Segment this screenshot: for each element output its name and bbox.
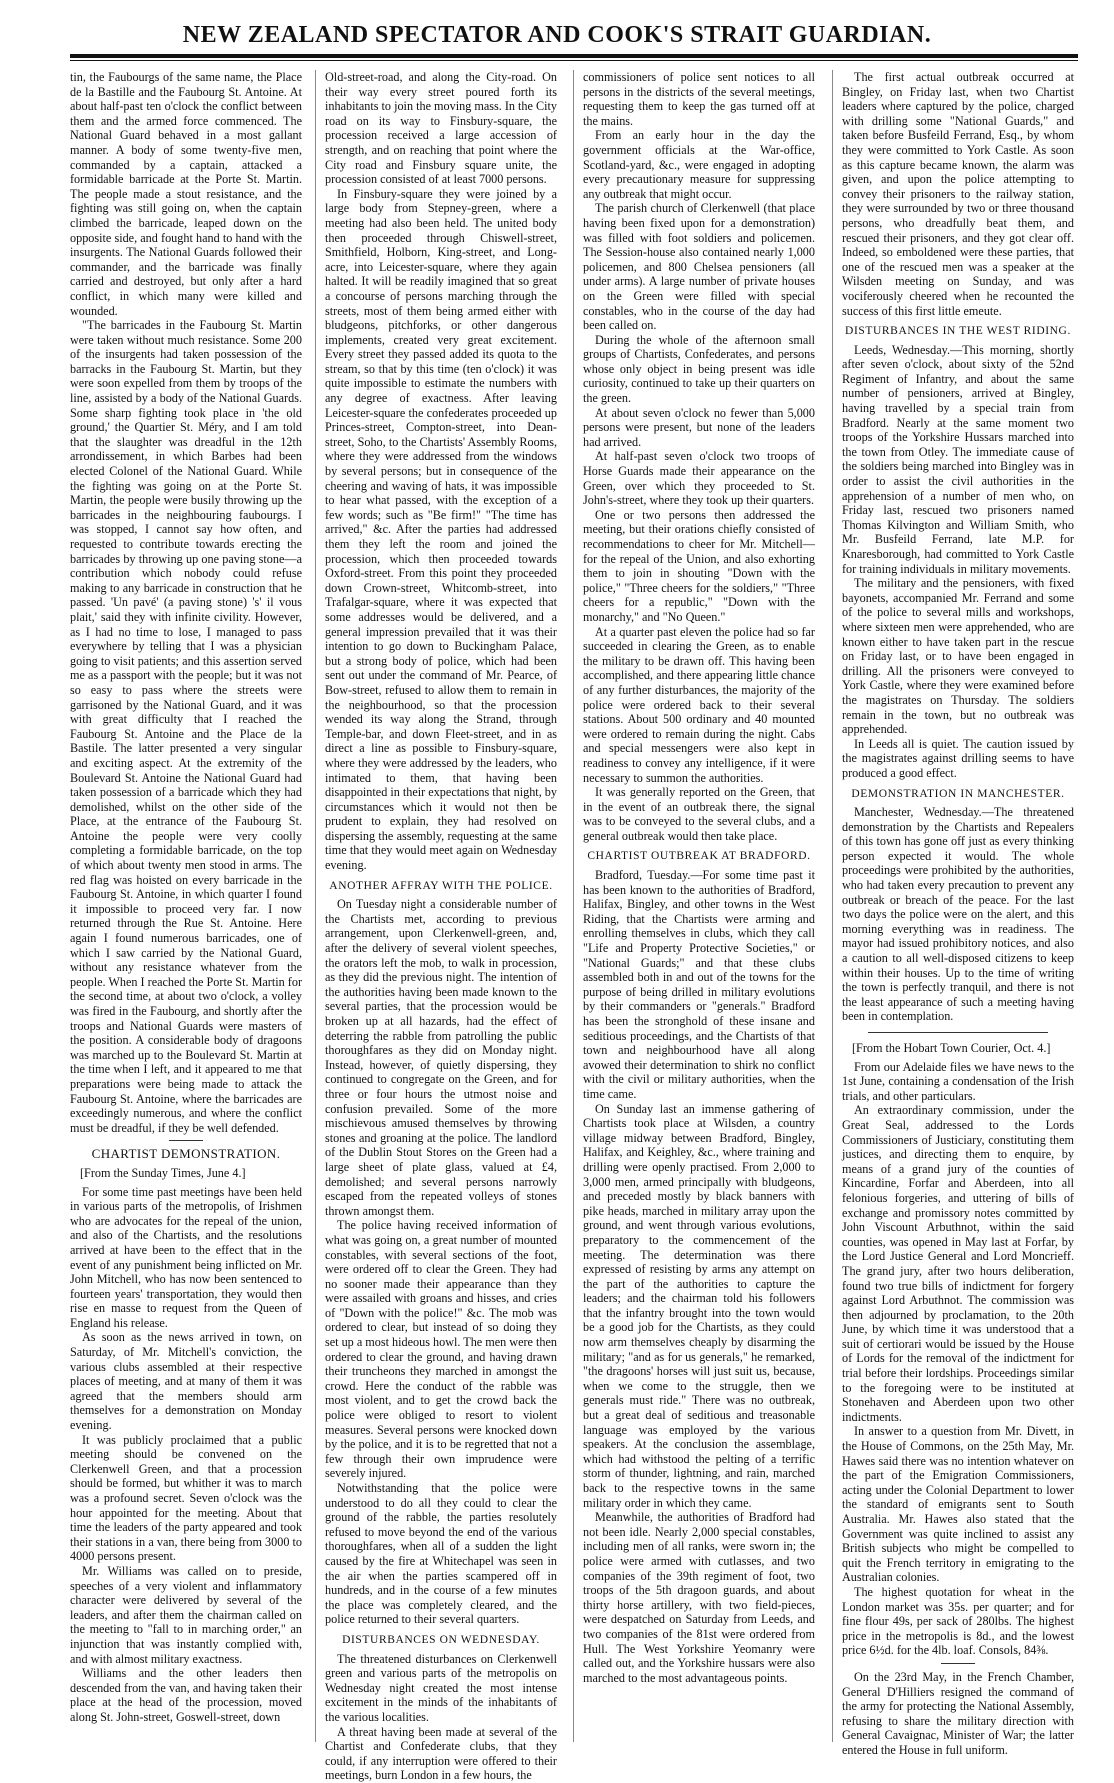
paragraph: tin, the Faubourgs of the same name, the Place de la Bastille and the Faubourg St. Antoine. At about half-past ten o'clock the conflict between them and the armed force commenced. The National Guard behaved in a most gallant manner. A body of some twenty-five men, commanded by a captain, attacked a formidable barricade at the Porte St. Martin. The people made a stout resistance, and the fighting was still going on, when the captain climbed the barricade, leaped down on the opposite side, and fought hand to hand with the insurgents. The National Guards followed their commander, and the barricade was finally carried and destroyed, but only after a hard conflict, in which many were killed and wounded.	[70, 70, 302, 318]
article-heading: DISTURBANCES IN THE WEST RIDING.	[845, 325, 1071, 338]
column-3	[583, 70, 815, 1742]
paragraph: Manchester, Wednesday.—The threatened demonstration by the Chartists and Repealers of this town has gone off just as every thinking person expected it would. The whole proceedings were prohibited by the authorities, who had taken every precaution to prevent any outbreak or breach of the peace. For the last two days the police were on the alert, and this morning everything was in readiness. The mayor had issued prohibitory notices, and also a caution to all well-disposed citizens to keep within their houses. Up to the time of writing the town is perfectly tranquil, and there is not the least appearance of such a meeting having been in contemplation.	[842, 805, 1074, 1024]
paragraph: At a quarter past eleven the police had so far succeeded in clearing the Green, as to enable the military to be drawn off. This having been accomplished, and there appearing little chance of any further disturbances, the majority of the police were ordered back to their several stations. About 500 ordinary and 40 mounted were ordered to remain during the night. Cabs and special messengers were also kept in readiness to convey any intelligence, if it were necessary to summon the authorities.	[583, 624, 815, 785]
article-heading: DEMONSTRATION IN MANCHESTER.	[851, 787, 1065, 800]
column-1	[70, 70, 302, 1742]
paragraph: From our Adelaide files we have news to the 1st June, containing a condensation of the Irish trials, and other particulars.	[842, 1059, 1074, 1103]
article-heading: DISTURBANCES ON WEDNESDAY.	[342, 1633, 540, 1646]
paragraph: The highest quotation for wheat in the London market was 35s. per quarter; and for fine flour 49s, per sack of 280lbs. The highest price in the metropolis is 8d., and the lowest price 6½d. for the 4lb. loaf. Consols, 84⅜.	[842, 1584, 1074, 1658]
masthead-rule	[70, 54, 1078, 58]
paragraph: On the 23rd May, in the French Chamber, General D'Hilliers resigned the command of the army for protecting the National Assembly, refusing to share the military direction with General Cavaignac, Minister of War; the latter entered the House in full uniform.	[842, 1669, 1074, 1757]
separator	[941, 1663, 975, 1664]
article-heading: CHARTIST OUTBREAK AT BRADFORD.	[587, 850, 811, 863]
column-2	[325, 70, 557, 1783]
paragraph: Bradford, Tuesday.—For some time past it has been known to the authorities of Bradford, Halifax, Bingley, and other towns in the West Riding, that the Chartists were arming and enrolling themselves in clubs, which they call "Life and Property Protective Societies," or "National Guards;" and that these clubs assembled both in and out of the towns for the purpose of being drilled in military evolutions by their commanders or "generals." Bradford has been the stronghold of these insane and seditious proceedings, and the Chartists of that town and neighbourhood have all along avowed their determination to shirk no conflict with the civil or military authorities, when the time came.	[583, 868, 815, 1101]
paragraph: One or two persons then addressed the meeting, but their orations chiefly consisted of recommendations to cheer for Mr. Mitchell—for the repeal of the Union, and also exhorting them to join in shouting "Down with the police," "Three cheers for the soldiers," "Three cheers for a republic," "Down with the monarchy," and "No Queen."	[583, 507, 815, 624]
paragraph: In answer to a question from Mr. Divett, in the House of Commons, on the 25th May, Mr. Hawes said there was no intention whatever on the part of the Emigration Commissioners, acting under the Colonial Department to lower the standard of emigrants sent to South Australia. Mr. Hawes also stated that the Government was quite inclined to assist any British subjects who might be compelled to quit the French territory in emigrating to the Australian colonies.	[842, 1424, 1074, 1585]
paragraph: The first actual outbreak occurred at Bingley, on Friday last, when two Chartist leaders where captured by the police, charged with drilling some "National Guards," and taken before Busfeild Ferrand, Esq., by whom they were committed to York Castle. As soon as this capture became known, the alarm was given, and upon the police attempting to convey their prisoners to the railway station, they were surrounded by two or three thousand persons, who dreadfully beat them, and rescued their prisoners, and they got clear off. Indeed, so emboldened were these parties, that one of the rescued men was a speaker at the Wilsden meeting on Sunday, and was vociferously cheered when he recounted the success of this first little emeute.	[842, 70, 1074, 318]
masthead-rule-thin	[70, 60, 1078, 61]
paragraph: At about seven o'clock no fewer than 5,000 persons were present, but none of the leaders had arrived.	[583, 405, 815, 449]
column-divider	[573, 70, 574, 1742]
paragraph: The parish church of Clerkenwell (that place having been fixed upon for a demonstration) was filled with foot soldiers and policemen. The Session-house also contained nearly 1,000 policemen, and 800 Chelsea pensioners (all under arms). A large number of private houses on the Green were filled with special constables, who in the course of the day had been called on.	[583, 201, 815, 333]
paragraph: The military and the pensioners, with fixed bayonets, accompanied Mr. Ferrand and some of the police to several mills and workshops, where sixteen men were apprehended, who are known either to have taken part in the rescue on Friday last, or to have been engaged in drilling. All the prisoners were conveyed to York Castle, where they were examined before the magistrates on Thursday. The soldiers remain in the town, but no outbreak was apprehended.	[842, 576, 1074, 737]
column-4	[842, 70, 1074, 1757]
source-line: [From the Sunday Times, June 4.]	[80, 1165, 246, 1180]
column-divider	[315, 70, 316, 1742]
paragraph: In Finsbury-square they were joined by a large body from Stepney-green, where a meeting had also been held. The united body then proceeded through Chiswell-street, Smithfield, Holborn, King-street, and Long-acre, into Leicester-square, where they again halted. It will be readily imagined that so great a concourse of persons marching through the streets, most of them being armed either with bludgeons, pitchforks, or other dangerous implements, created very great excitement. Every street they passed added its quota to the stream, so that by this time (ten o'clock) it was quite impossible to estimate the numbers with any degree of exactness. After leaving Leicester-square the confederates proceeded up Princes-street, Compton-street, into Dean-street, Soho, to the Chartists' Assembly Rooms, where they were addressed from the windows by several persons; but in consequence of the cheering and waving of hats, it was impossible to hear what passed, with the exception of a few words; such as "Be firm!" "The time has arrived," &c. After the parties had addressed them they left the room and joined the procession, which then proceeded towards Oxford-street. From this point they proceeded down Crown-street, Whitcomb-street, into Trafalgar-square, where it was expected that some addresses would be delivered, and a general impression prevailed that it was their intention to go down to Buckingham Palace, but a strong body of police, which had been sent out under the command of Mr. Pearce, of Bow-street, refused to allow them to remain in the neighbourhood, so that the procession wended its way along the Strand, through Temple-bar, and down Fleet-street, and in as direct a line as possible to Finsbury-square, where they were addressed by the leaders, who intimated to them, that having been disappointed in their expectations that night, by circumstances which it would not then be prudent to explain, they had resolved on dispersing the assembly, requesting at the same time that they would meet again on Wednesday evening.	[325, 186, 557, 873]
paragraph: During the whole of the afternoon small groups of Chartists, Confederates, and persons whose only object in being present was idle curiosity, continued to take up their quarters on the green.	[583, 332, 815, 406]
paragraph: It was generally reported on the Green, that in the event of an outbreak there, the signal was to be conveyed to the several clubs, and a general outbreak would then take place.	[583, 785, 815, 843]
paragraph: In Leeds all is quiet. The caution issued by the magistrates against drilling seems to have produced a good effect.	[842, 736, 1074, 780]
paragraph: Mr. Williams was called on to preside, speeches of a very violent and inflammatory character were delivered by several of the leaders, and after them the chairman called on the meeting to "fall to in marching order," an injunction that was instantly complied with, and with almost military exactness.	[70, 1563, 302, 1666]
paragraph: The police having received information of what was going on, a great number of mounted constables, with several sections of the foot, were ordered off to clear the Green. They had no sooner made their appearance than they were assailed with groans and hisses, and cries of "Down with the police!" &c. The mob was ordered to clear, but instead of so doing they set up a most hideous howl. The men were then ordered to clear the ground, and having drawn their truncheons they marched in amongst the crowd. Here the conduct of the rabble was most violent, and to get the crowd back the police were obliged to resort to violent measures. Several persons were knocked down by the police, and it is to be regretted that not a few through their own imprudence were severely injured.	[325, 1218, 557, 1481]
paragraph: For some time past meetings have been held in various parts of the metropolis, of Irishmen who are advocates for the repeal of the union, and also of the Chartists, and the resolutions arrived at have been to the effect that in the event of any punishment being inflicted on Mr. John Mitchell, who has now been sentenced to fourteen years' transportation, they would then rise en masse to request from the Queen of England his release.	[70, 1184, 302, 1330]
paragraph: Old-street-road, and along the City-road. On their way every street poured forth its inhabitants to join the moving mass. In the City road on its way to Finsbury-square, the procession received a large accession of strength, and on reaching that point where the City road and Finsbury square unite, the procession consisted of at least 7000 persons.	[325, 70, 557, 187]
paragraph: The threatened disturbances on Clerkenwell green and various parts of the metropolis on Wednesday night created the most intense excitement in the minds of the inhabitants of the various localities.	[325, 1651, 557, 1724]
article-heading: CHARTIST DEMONSTRATION.	[91, 1146, 281, 1162]
source-line: [From the Hobart Town Courier, Oct. 4.]	[852, 1041, 1051, 1055]
paragraph: Meanwhile, the authorities of Bradford had not been idle. Nearly 2,000 special constables, including men of all ranks, were sworn in; the police were armed with cutlasses, and two companies of the 39th regiment of foot, two troops of the 5th dragoon guards, and about thirty horse artillery, with two field-pieces, were despatched on Saturday from Leeds, and two companies of the 81st were ordered from Hull. The West Yorkshire Yeomanry were called out, and the Yorkshire hussars were also marched to the most advantageous points.	[583, 1510, 815, 1685]
paragraph: commissioners of police sent notices to all persons in the districts of the several meetings, requesting them to keep the gas turned off at the mains.	[583, 70, 815, 128]
paragraph: On Tuesday night a considerable number of the Chartists met, according to previous arrangement, upon Clerkenwell-green, and, after the delivery of several violent speeches, the orators left the mob, to walk in procession, as they did the previous night. The intention of the authorities having been made known to the several parties, that the procession would be broken up at all hazards, had the effect of deterring the rabble from patrolling the public thoroughfares as they did on Monday night. Instead, however, of quietly dispersing, they continued to congregate on the Green, and for three or four hours the utmost noise and confusion prevailed. Some of the more mischievous amused themselves by throwing stones and groaning at the police. The landlord of the Dublin Stout Stores on the Green had a large sheet of plate glass, valued at £4, demolished; and several persons narrowly escaped from the repeated volleys of stones thrown amongst them.	[325, 897, 557, 1218]
separator	[169, 1140, 203, 1141]
paragraph: From an early hour in the day the government officials at the War-office, Scotland-yard, &c., were engaged in adopting every precautionary measure for suppressing any outbreak that might occur.	[583, 128, 815, 201]
paragraph: Notwithstanding that the police were understood to do all they could to clear the ground of the rabble, the parties resolutely refused to move beyond the end of the various thoroughfares, when all of a sudden the light caused by the fire at Whitechapel was seen in the air when the parties scampered off in hundreds, and in the course of a few minutes the place was completely cleared, and the police returned to their several quarters.	[325, 1481, 557, 1627]
paragraph: An extraordinary commission, under the Great Seal, addressed to the Lords Commissioners of Justiciary, constituting them justices, and directing them to enquire, by means of a grand jury of the counties of Kincardine, Forfar and Aberdeen, into all felonious forgeries, and uttering of bills of exchange and promissory notes committed by John Viscount Arbuthnot, within the said counties, was opened in May last at Forfar, by the Lord Justice General and Lord Moncrieff. The grand jury, after two hours deliberation, found two true bills of indictment for forgery against Lord Arbuthnot. The commission was then adjourned by proclamation, to the 20th June, by which time it was understood that a suit of certiorari would be issued by the House of Lords for the removal of the indictment for trial before their lordships. Proceedings similar to the foregoing were to be instituted at Stonehaven and Aberdeen upon two other indictments.	[842, 1103, 1074, 1424]
paragraph: "The barricades in the Faubourg St. Martin were taken without much resistance. Some 200 of the insurgents had taken possession of the barracks in the Faubourg St. Martin, but they were soon expelled from them by troops of the line, assisted by a body of the National Guards. Some sharp fighting took place in 'the old ground,' the Quartier St. Méry, and I am told that the slaughter was dreadful in the 12th arrondissement, in which Barbes had been elected Colonel of the National Guard. While the fighting was going on at the Porte St. Martin, the people were busily throwing up the barricades in the neighbouring faubourgs. I was stopped, I cannot say how often, and requested to contribute towards erecting the barricades by throwing up one paving stone—a contribution which nobody could refuse making to any barricade in construction that he passed. 'Un pavé' (a paving stone) 's' il vous plait,' said they with infinite civility. However, as I had no time to lose, I managed to pass everywhere by telling that I was a physician going to visit patients; and this assertion served me as a passport with the people; but it was not so easy to pass where the streets were garrisoned by the National Guard, and it was with great difficulty that I reached the Faubourg St. Antoine and the Place de la Bastile. The latter presented a very singular and exciting aspect. At the extremity of the Boulevard St. Antoine the National Guard had taken possession of a barricade which they had demolished, whilst on the other side of the Place, at the entrance of the Faubourg St. Antoine the people were very coolly completing a formidable barricade, on the top of which about twenty men stood in arms. The red flag was hoisted on every barricade in the Faubourg St. Antoine, in which quarter I found it impossible to proceed very far. I now returned through the Rue St. Antoine. Here again I found numerous barricades, one of which I saw carried by the National Guard, without any resistance whatever from the people. When I reached the Porte St. Martin for the second time, at about two o'clock, a volley was fired in the Faubourg, and shortly after the troops and National Guards were masters of the position. A considerable body of dragoons was marched up to the Boulevard St. Martin at the time when I left, and it appeared to me that preparations were being made to attack the Faubourg St. Antoine, where the barricades are exceedingly numerous, and where the conflict must be dreadful, if they be well defended.	[70, 318, 302, 1135]
separator	[868, 1032, 1048, 1033]
article-heading: ANOTHER AFFRAY WITH THE POLICE.	[329, 879, 553, 892]
paragraph: It was publicly proclaimed that a public meeting should be convened on the Clerkenwell Green, and that a procession should be formed, but whither it was to march was a profound secret. Seven o'clock was the hour appointed for the meeting. About that time the leaders of the party appeared and took their stations in a van, there being from 3000 to 4000 persons present.	[70, 1432, 302, 1564]
paragraph: A threat having been made at several of the Chartist and Confederate clubs, that they could, if any interruption were offered to their meetings, burn London in a few hours, the	[325, 1724, 557, 1783]
paragraph: At half-past seven o'clock two troops of Horse Guards made their appearance on the Green, over which they proceeded to St. John's-street, where they took up their quarters.	[583, 449, 815, 508]
column-divider	[832, 70, 833, 1742]
paragraph: Leeds, Wednesday.—This morning, shortly after seven o'clock, about sixty of the 52nd Regiment of Infantry, and about the same number of pensioners, arrived at Bingley, having travelled by a special train from Bradford. Nearly at the same moment two troops of the Yorkshire Hussars marched into the town from Otley. The immediate cause of the soldiers being marched into Bingley was in order to assist the civil authorities in the apprehension of a number of men who, on Friday last, rescued two prisoners named Thomas Kilvington and William Smith, who Mr. Busfeild Ferrand, late M.P. for Knaresborough, had committed to York Castle for training individuals in military movements.	[842, 342, 1074, 576]
paragraph: On Sunday last an immense gathering of Chartists took place at Wilsden, a country village midway between Bradford, Bingley, Halifax, and Keighley, &c., where training and drilling were openly practised. From 2,000 to 3,000 men, armed principally with bludgeons, and preceded mostly by black banners with pike heads, marched in military array upon the ground, and went through various evolutions, preparatory to the commencement of the meeting. The determination was there expressed of resisting by arms any attempt on the part of the authorities to capture the leaders; and the chairman told his followers that the infantry brought into the town would be a good job for the Chartists, as they could now arm themselves cheaply by disarming the military; "and as for us generals," he remarked, "the dragoons' horses will just suit us, because, when we come to the struggle, then we generals must ride." There was no outbreak, but a great deal of seditious and treasonable language was employed by the various speakers. At the conclusion the assemblage, which had withstood the pelting of a terrific storm of thunder, lightning, and rain, marched back to the respective towns in the same military order in which they came.	[583, 1101, 815, 1510]
paragraph: Williams and the other leaders then descended from the van, and having taken their place at the head of the procession, moved along St. John-street, Goswell-street, down	[70, 1666, 302, 1724]
masthead-title: NEW ZEALAND SPECTATOR AND COOK'S STRAIT GUARDIAN.	[182, 22, 932, 48]
paragraph: As soon as the news arrived in town, on Saturday, of Mr. Mitchell's conviction, the various clubs assembled at their respective places of meeting, and at many of them it was agreed that the members should arm themselves for a demonstration on Monday evening.	[70, 1330, 302, 1433]
